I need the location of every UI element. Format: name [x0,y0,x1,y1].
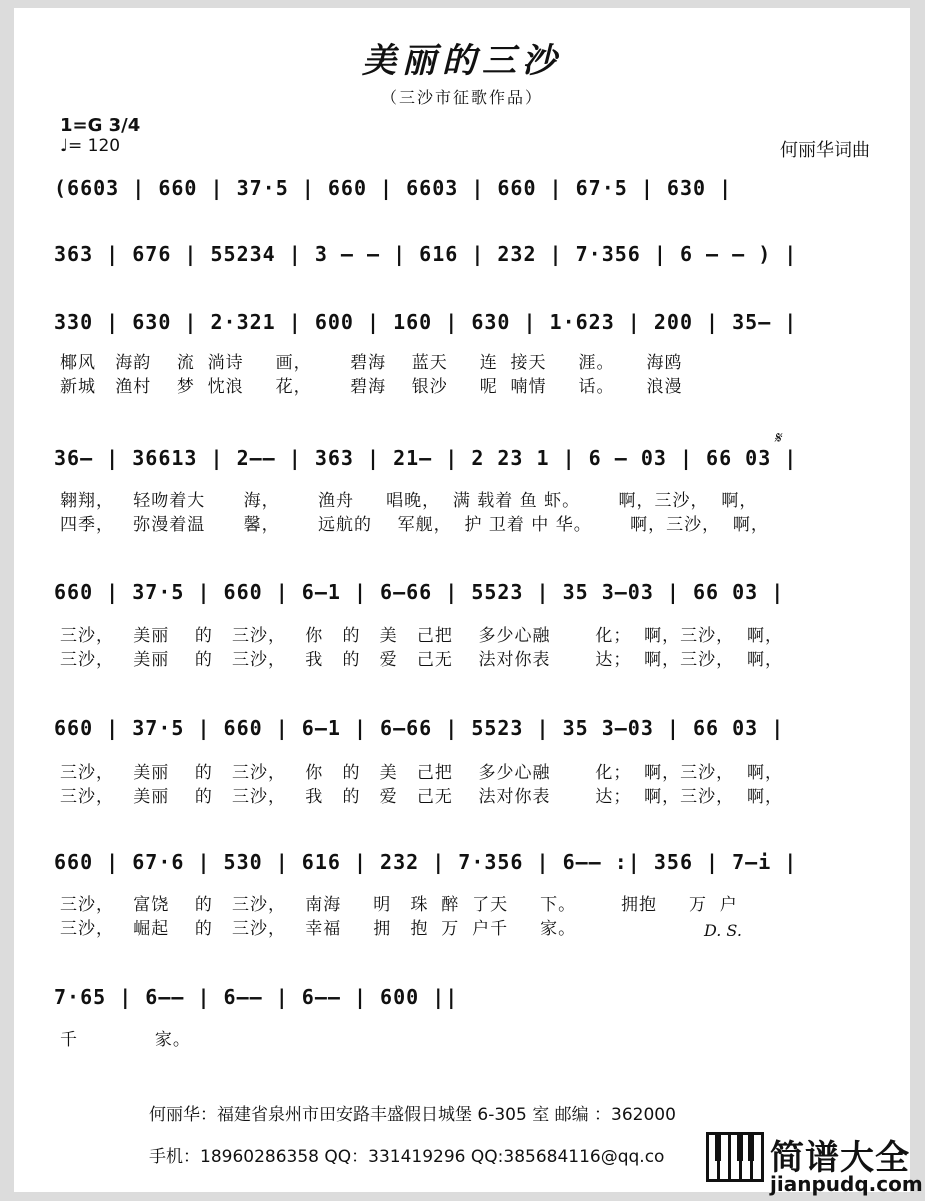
lyric-line: 椰风 海韵 流 淌诗 画， 碧海 蓝天 连 接天 涯。 海鸥 [60,353,683,373]
tempo-marking: ♩= 120 [60,136,121,156]
contact-address: 何丽华：福建省泉州市田安路丰盛假日城堡 6-305 室 邮编 ：362000 [149,1105,676,1125]
lyric-line: 三沙， 美丽 的 三沙， 你 的 美 己把 多少心融 化； 啊，三沙， 啊， [60,763,783,783]
lyric-line: 翱翔， 轻吻着大 海， 渔舟 唱晚， 满 载着 鱼 虾。 啊，三沙， 啊， [60,491,758,511]
site-logo [700,1130,925,1201]
score-sheet [14,8,910,1192]
logo-url: jianpudq.com [770,1172,923,1196]
staff-line-1: (6603 | 660 | 37·5 | 660 | 6603 | 660 | 67·5 | 630 | [54,176,733,200]
lyric-line: 三沙， 美丽 的 三沙， 我 的 爱 己无 法对你表 达； 啊，三沙， 啊， [60,787,783,807]
staff-line-6: 660 | 37·5 | 660 | 6—1 | 6—66 | 5523 | 35 3—03 | 66 03 | [54,716,785,740]
staff-line-3: 330 | 630 | 2·321 | 600 | 160 | 630 | 1·623 | 200 | 35— | [54,310,798,334]
staff-line-5: 660 | 37·5 | 660 | 6—1 | 6—66 | 5523 | 35 3—03 | 66 03 | [54,580,785,604]
song-subtitle: （三沙市征歌作品） [380,88,543,107]
lyric-line: 新城 渔村 梦 忱浪 花， 碧海 银沙 呢 喃情 话。 浪漫 [60,377,683,397]
piano-keys-icon [706,1132,764,1182]
lyric-line: 三沙， 美丽 的 三沙， 我 的 爱 己无 法对你表 达； 啊，三沙， 啊， [60,650,783,670]
ds-mark: D. S. [704,921,742,940]
staff-line-7: 660 | 67·6 | 530 | 616 | 232 | 7·356 | 6—— :| 356 | 7—i | [54,850,798,874]
lyric-line: 三沙， 崛起 的 三沙， 幸福 拥 抱 万 户千 家。 [60,919,577,939]
lyric-line: 千 家。 [60,1030,191,1050]
composer-credit: 何丽华词曲 [780,140,870,161]
lyric-line: 四季， 弥漫着温 馨， 远航的 军舰， 护 卫着 中 华。 啊，三沙， 啊， [60,515,769,535]
key-signature: 1=G 3/4 [60,115,141,136]
staff-line-8: 7·65 | 6—— | 6—— | 6—— | 600 || [54,985,459,1009]
song-title: 美丽的三沙 [362,41,562,81]
lyric-line: 三沙， 美丽 的 三沙， 你 的 美 己把 多少心融 化； 啊，三沙， 啊， [60,626,783,646]
contact-phone: 手机：18960286358 QQ：331419296 QQ:385684116@qq.co [149,1147,665,1167]
lyric-line: 三沙， 富饶 的 三沙， 南海 明 珠 醉 了天 下。 拥抱 万 户 [60,895,738,915]
logo-title: 简谱大全 [770,1138,910,1178]
staff-line-2: 363 | 676 | 55234 | 3 — — | 616 | 232 | 7·356 | 6 — — ) | [54,242,798,266]
staff-line-4: 36— | 36613 | 2—— | 363 | 21— | 2 23 1 | 6 — 03 | 66 03 | [54,446,798,470]
segno-mark: 𝄋 [774,428,781,447]
